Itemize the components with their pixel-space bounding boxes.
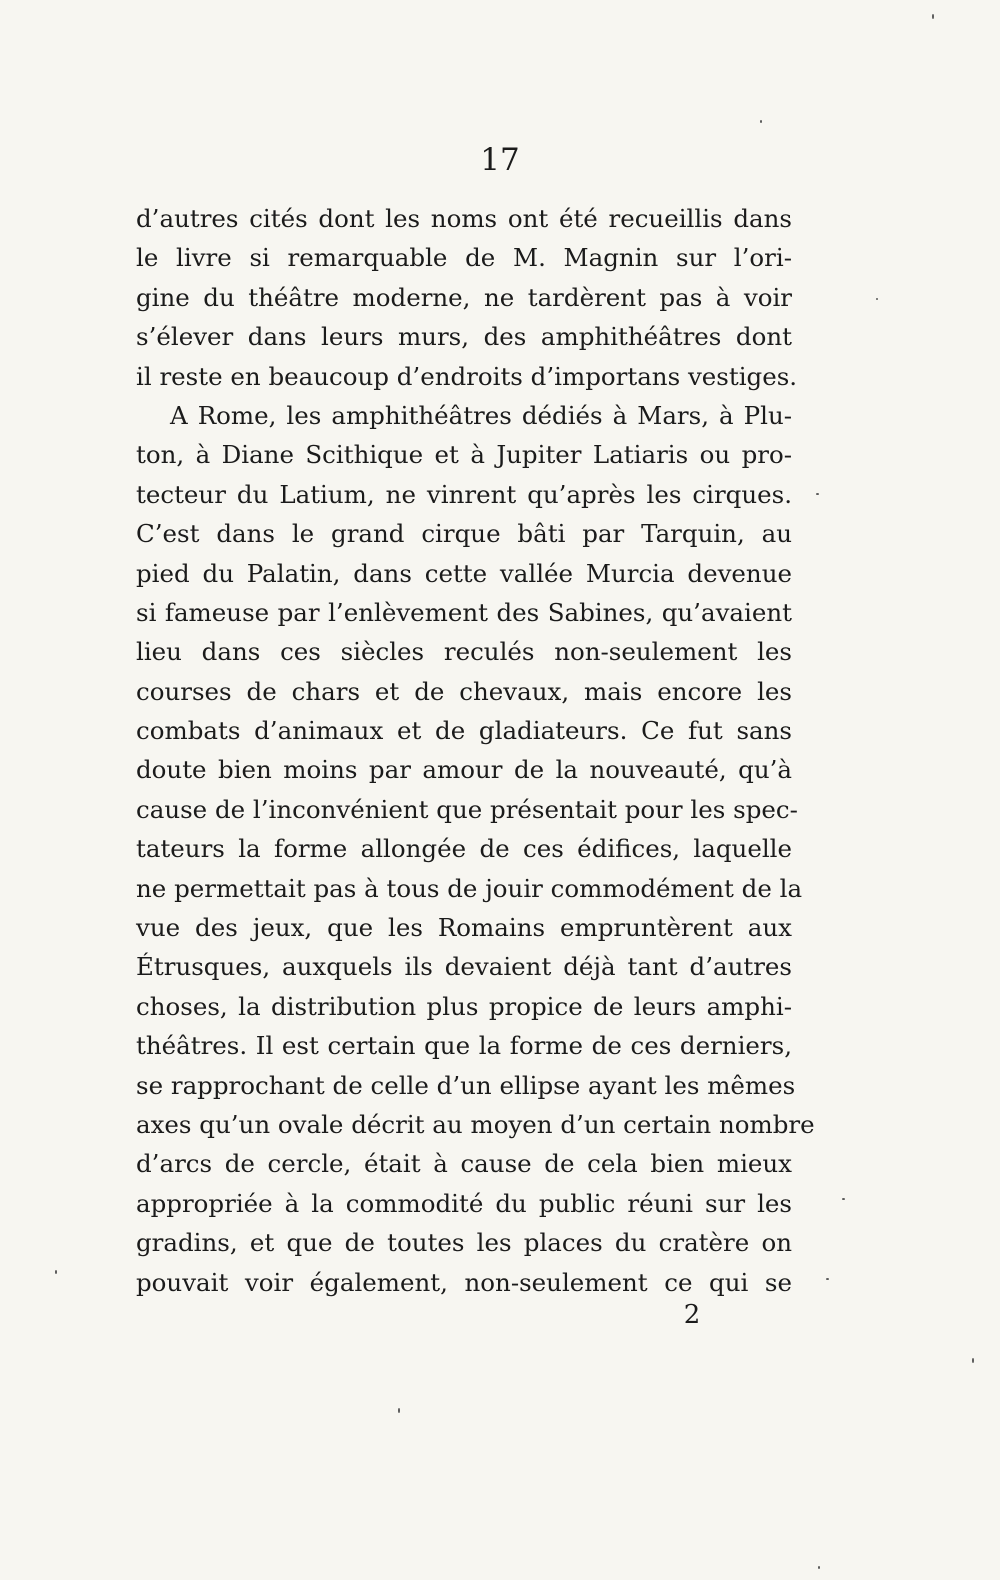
text-line: axes qu’un ovale décrit au moyen d’un certain nombre [136, 1109, 815, 1139]
text-line: doute bien moins par amour de la nouveauté, qu’à [136, 755, 792, 785]
text-line: d’arcs de cercle, était à cause de cela bien mieux [136, 1149, 792, 1179]
text-line: lieu dans ces siècles reculés non-seulement les [136, 637, 792, 667]
text-line: cause de l’inconvénient que présentait pour les spec- [136, 794, 798, 824]
text-line: si fameuse par l’enlèvement des Sabines, qu’avaient [136, 597, 792, 627]
text-line: il reste en beaucoup d’endroits d’importans vestiges. [136, 361, 798, 391]
text-line: vue des jeux, que les Romains empruntèrent aux [136, 913, 792, 943]
text-line: Étrusques, auxquels ils devaient déjà tant d’autres [136, 952, 792, 982]
text-line: pied du Palatin, dans cette vallée Murcia devenue [136, 558, 792, 588]
scan-speck [818, 1566, 820, 1569]
body-text [136, 199, 815, 1302]
text-line: C’est dans le grand cirque bâti par Tarquin, au [136, 519, 792, 549]
signature-mark: 2 [683, 1300, 701, 1330]
scan-speck [55, 1270, 57, 1274]
text-line: tecteur du Latium, ne vinrent qu’après les cirques. [136, 479, 792, 509]
text-line: théâtres. Il est certain que la forme de ces derniers, [136, 1031, 792, 1061]
scan-speck [826, 1278, 829, 1280]
text-line: le livre si remarquable de M. Magnin sur l’ori- [136, 243, 792, 273]
text-line: ton, à Diane Scithique et à Jupiter Latiaris ou pro- [136, 440, 792, 470]
text-line: pouvait voir également, non-seulement ce qui se [136, 1267, 792, 1297]
text-line: gine du théâtre moderne, ne tardèrent pas à voir [136, 282, 792, 312]
scan-speck [398, 1408, 400, 1413]
scan-speck [932, 14, 934, 19]
text-line: se rapprochant de celle d’un ellipse ayant les mêmes [136, 1070, 796, 1100]
text-line: choses, la distribution plus propice de leurs amphi- [136, 991, 792, 1021]
page-number: 17 [480, 142, 520, 178]
scan-speck [972, 1358, 974, 1363]
paragraph-start-line: A Rome, les amphithéâtres dédiés à Mars, à Plu- [170, 400, 792, 430]
scan-speck [760, 120, 762, 123]
scan-speck [816, 493, 819, 495]
text-line: d’autres cités dont les noms ont été recueillis dans [136, 204, 792, 233]
text-line: tateurs la forme allongée de ces édifices, laquelle [136, 834, 792, 864]
text-line: ne permettait pas à tous de jouir commodément de la [136, 873, 803, 903]
scan-speck [842, 1198, 845, 1200]
text-line: gradins, et que de toutes les places du cratère on [136, 1228, 792, 1258]
scan-speck [876, 298, 878, 300]
text-line: courses de chars et de chevaux, mais encore les [136, 676, 792, 706]
text-line: combats d’animaux et de gladiateurs. Ce fut sans [136, 716, 792, 746]
text-line: appropriée à la commodité du public réuni sur les [136, 1188, 792, 1218]
text-line: s’élever dans leurs murs, des amphithéâtres dont [136, 322, 792, 352]
